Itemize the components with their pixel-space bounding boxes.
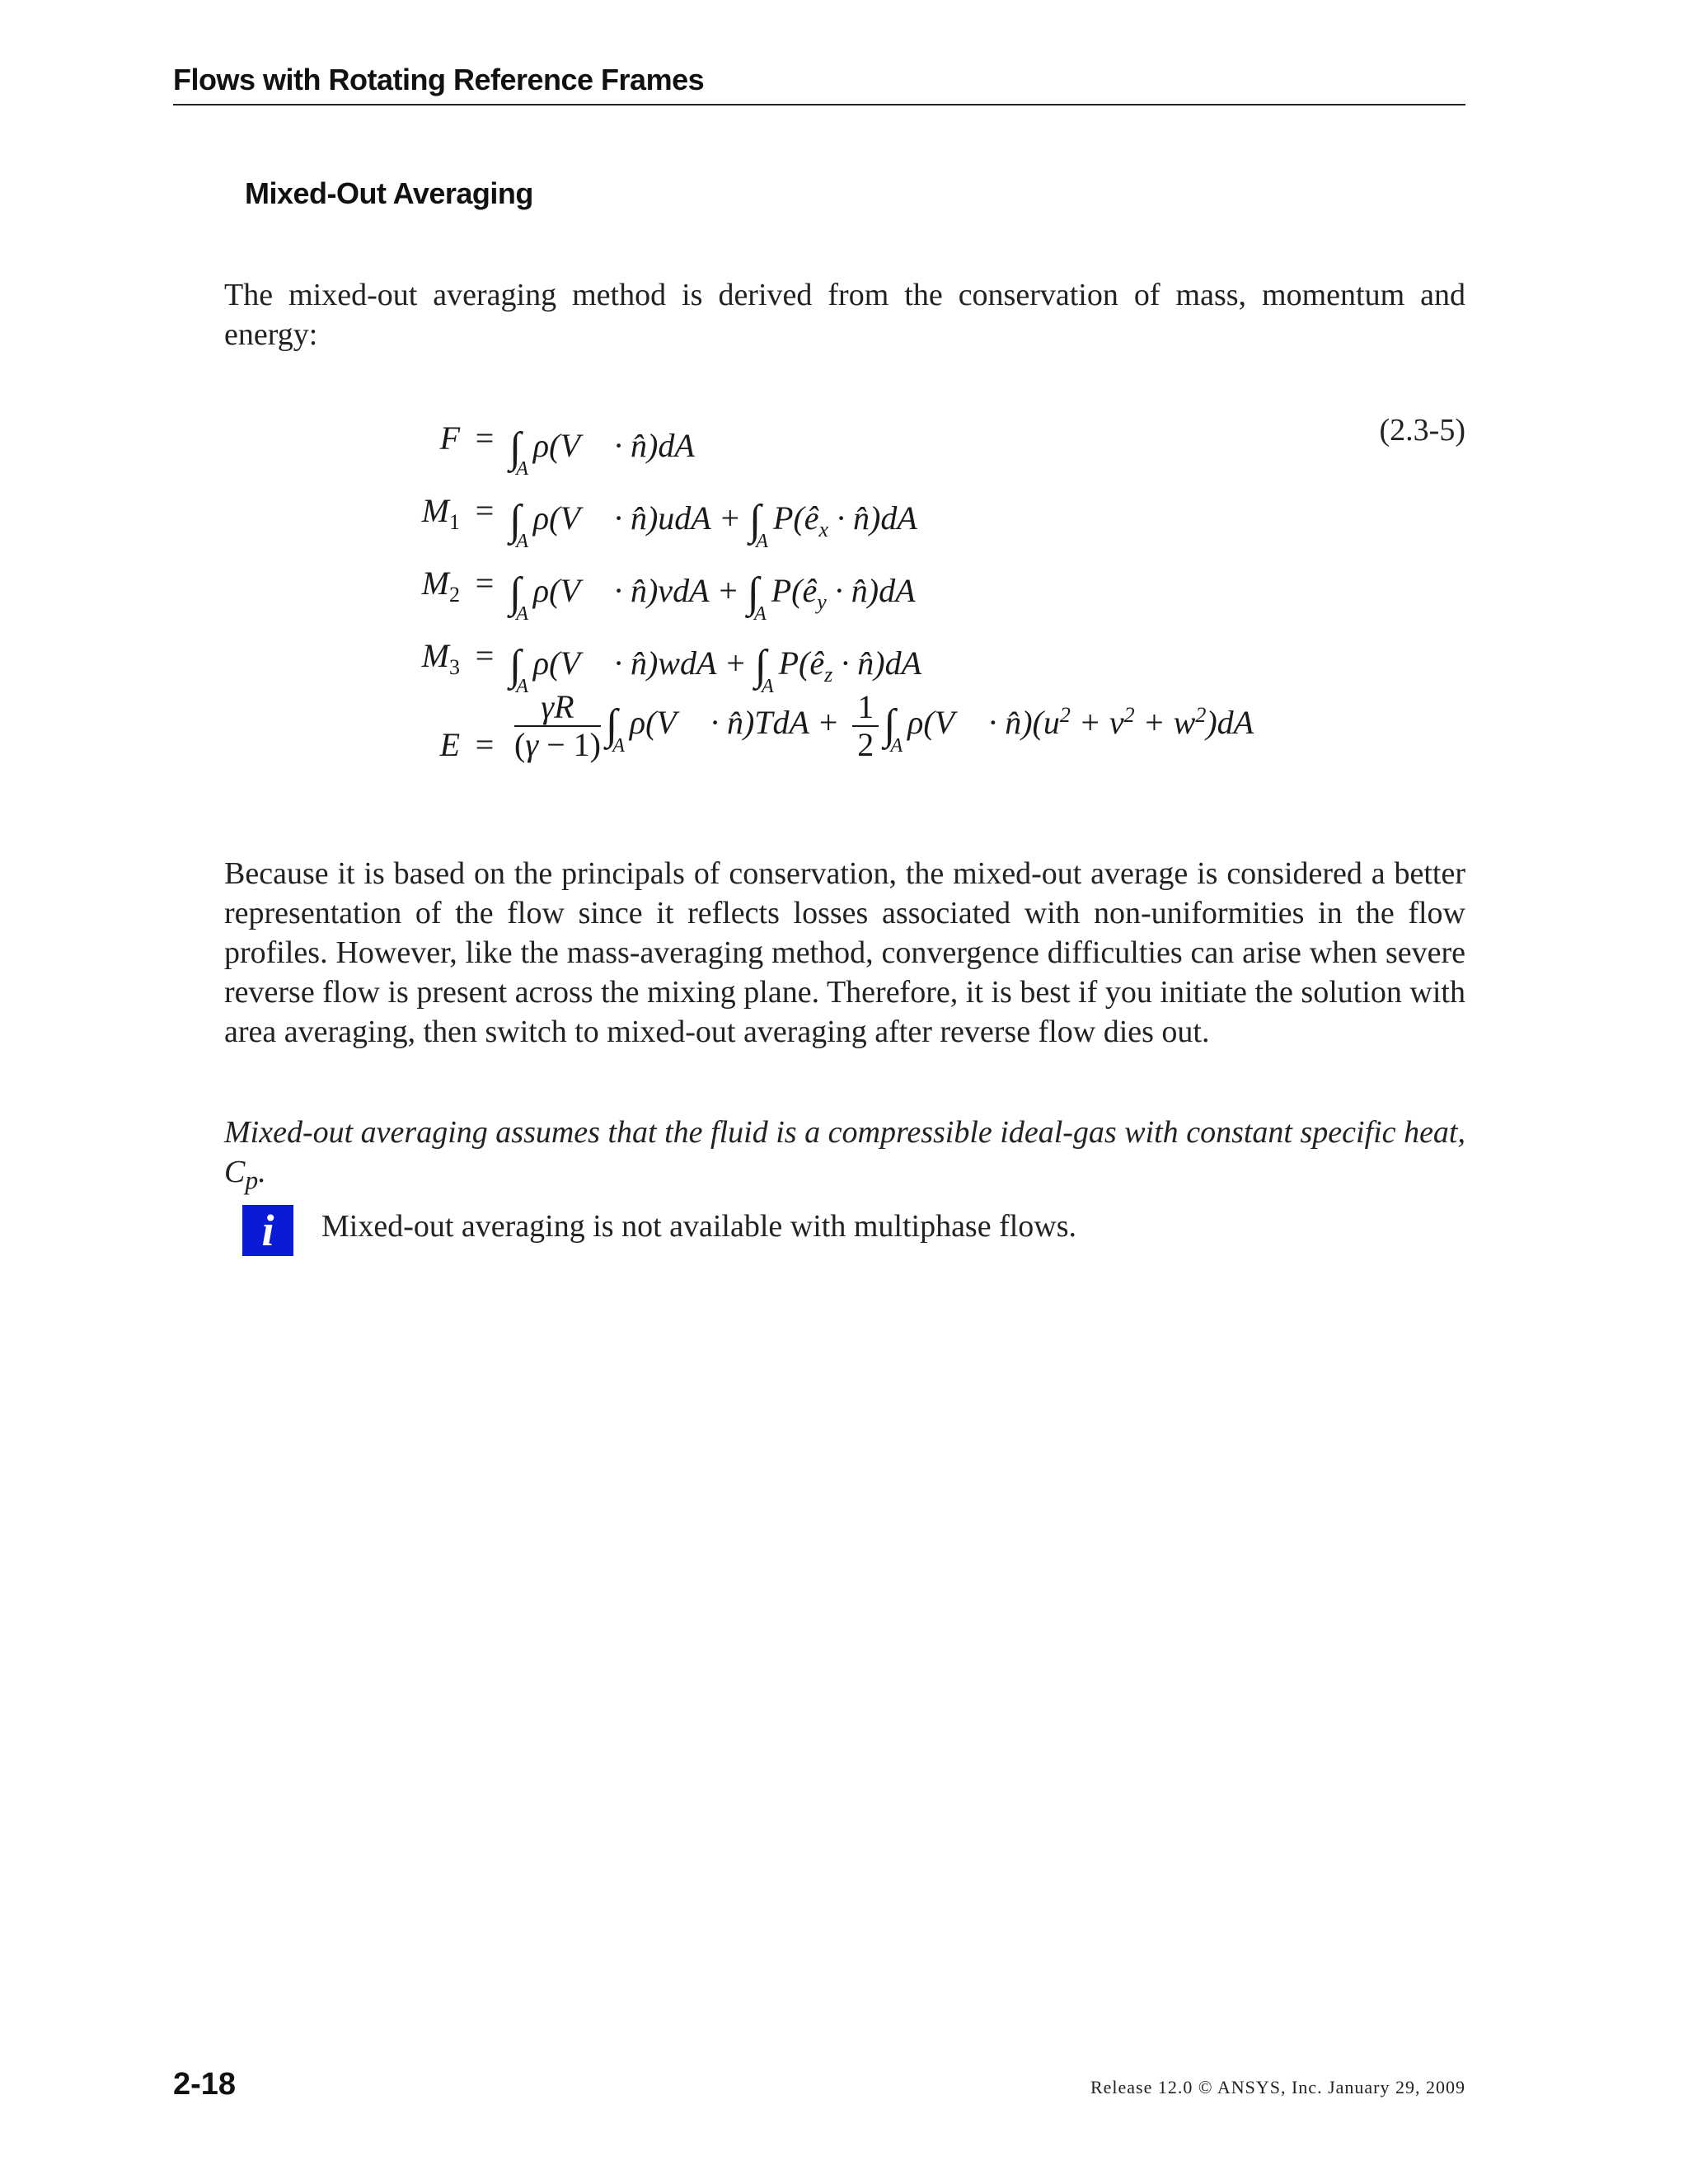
equation-lhs: F xyxy=(439,419,460,457)
intro-paragraph: The mixed-out averaging method is derived from the conservation of mass, momentum and energy: xyxy=(224,278,1465,352)
equals-sign: = xyxy=(475,419,495,457)
equation-rhs: $\int_A\rho(V⃗$ · n̂)dA xyxy=(509,424,695,480)
section-heading: Mixed-Out Averaging xyxy=(245,176,533,210)
running-header xyxy=(173,63,1465,105)
equation-rhs: $\int_A\rho(V⃗$ · n̂)vdA + $\int_AP(ê_y$ · n̂)dA xyxy=(509,569,916,625)
equation-row-e xyxy=(346,688,1467,770)
equation-row-m1 xyxy=(346,491,1467,552)
equation-rhs: $\int_A\rho(V⃗$ · n̂)wdA + $\int_AP(ê_z$ · n̂)dA xyxy=(509,642,922,697)
italic-note: Mixed-out averaging assumes that the fluid is a compressible ideal-gas with constant specific heat, $C_p$. xyxy=(224,1115,1465,1195)
equation-rhs: $\int_A\rho(V⃗$ · n̂)udA + $\int_AP(ê_x$ · n̂)dA xyxy=(509,497,917,552)
equation-lhs: $M_1$ xyxy=(421,492,460,534)
info-note: Mixed-out averaging is not available with multiphase flows. xyxy=(321,1209,1077,1244)
equals-sign: = xyxy=(475,726,495,763)
equation-row-m2 xyxy=(346,564,1467,625)
equation-lhs: E xyxy=(439,726,460,763)
equals-sign: = xyxy=(475,637,495,674)
equation-rhs: $\frac{\gamma R}{(\gamma - 1)}$ $\int_A\rho(V⃗$ · n̂)TdA + $\frac{1}{2}$ $\int_A\rho(V⃗$ · $n̂)(u^2 + v^2 + w^2)dA$ xyxy=(514,688,1254,763)
equation-lhs: $M_3$ xyxy=(421,637,460,679)
equals-sign: = xyxy=(475,492,495,529)
equation-number: (2.3-5) xyxy=(1379,413,1465,448)
equals-sign: = xyxy=(475,565,495,602)
release-footer: Release 12.0 © ANSYS, Inc. January 29, 2009 xyxy=(1090,2077,1465,2097)
header-title: Flows with Rotating Reference Frames xyxy=(173,63,705,96)
equation-lhs: $M_2$ xyxy=(421,565,460,607)
page-number: 2-18 xyxy=(173,2067,237,2102)
equation-row-f xyxy=(346,419,1467,480)
equation-row-m3 xyxy=(346,636,1467,697)
body-paragraph: Because it is based on the principals of conservation, the mixed-out average is considered a better representation of the flow since it reflects losses associated with non-uniformities in the flow profiles. However, like the mass-averaging method, convergence difficulties can arise when severe reverse flow is present across the mixing plane. Therefore, it is best if you initiate the solution with area averaging, then switch to mixed-out averaging after reverse flow dies out. xyxy=(224,856,1465,1049)
info-icon: i xyxy=(242,1205,293,1256)
